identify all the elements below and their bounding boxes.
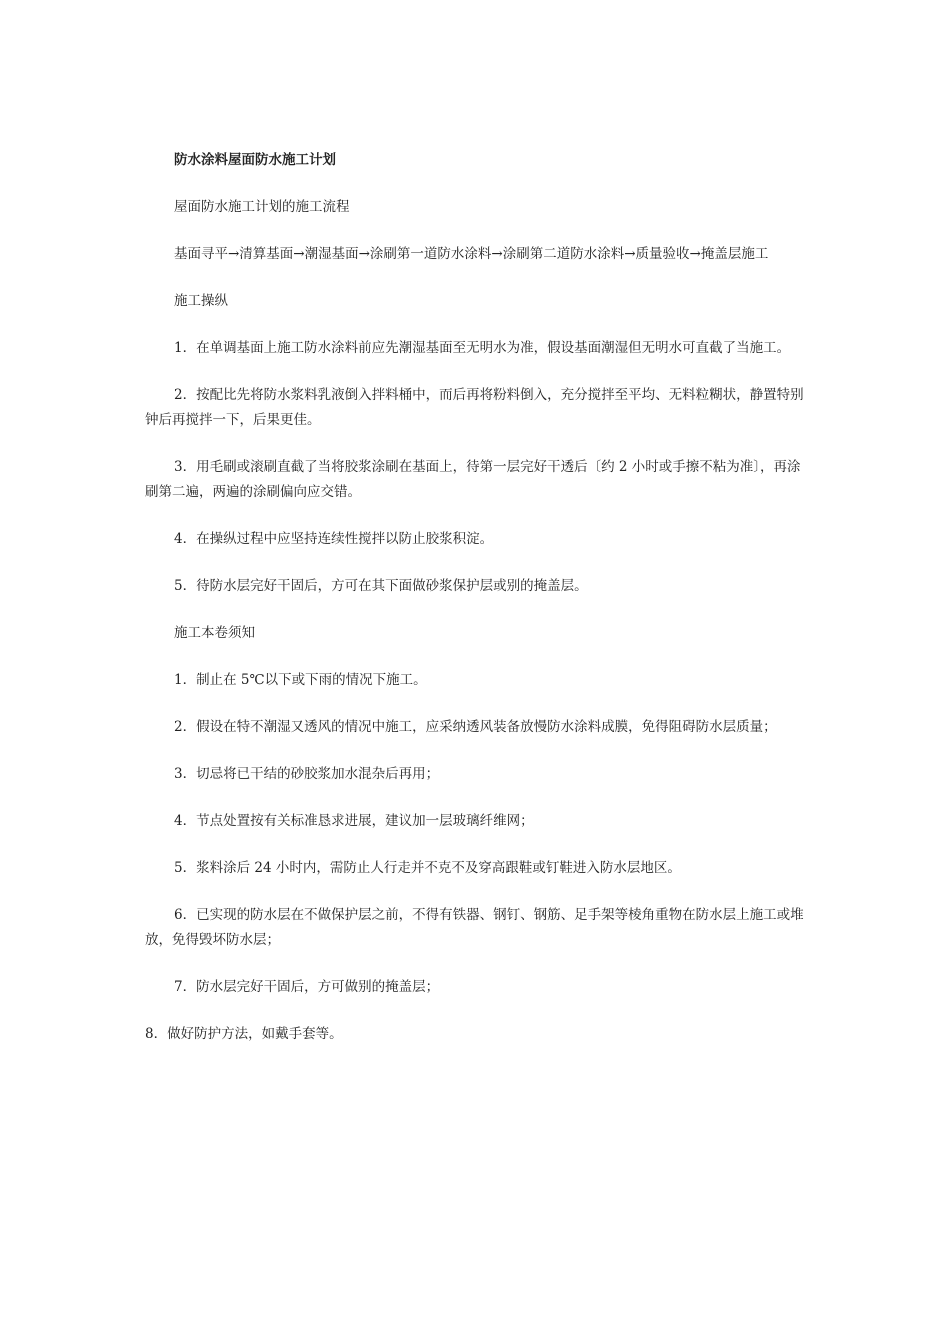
notes-heading: 施工本卷须知 (174, 625, 255, 641)
document-body (145, 148, 810, 1069)
note-item: 3．切忌将已干结的砂胶浆加水混杂后再用； (174, 766, 440, 782)
note-item: 2．假设在特不潮湿又透风的情况中施工，应采纳透风装备放慢防水涂料成膜，免得阻碍防水层质量； (174, 719, 777, 735)
operation-step: 5．待防水层完好干固后，方可在其下面做砂浆保护层或别的掩盖层。 (174, 578, 588, 594)
final-note: 8．做好防护方法，如戴手套等。 (145, 1026, 343, 1042)
note-item: 6．已实现的防水层在不做保护层之前，不得有铁器、钢钉、钢筋、足手架等棱角重物在防水层上施工或堆放，免得毁坏防水层； (145, 907, 804, 948)
note-item: 1．制止在 5℃以下或下雨的情况下施工。 (174, 672, 427, 688)
flow-heading: 屋面防水施工计划的施工流程 (174, 199, 350, 215)
operation-step: 2．按配比先将防水浆料乳液倒入拌料桶中，而后再将粉料倒入，充分搅拌至平均、无料粒糊状，静置特别钟后再搅拌一下，后果更佳。 (145, 387, 804, 428)
document-title: 防水涂料屋面防水施工计划 (174, 152, 336, 168)
note-item: 7．防水层完好干固后，方可做别的掩盖层； (174, 979, 440, 995)
operation-step: 3．用毛刷或滚刷直截了当将胶浆涂刷在基面上，待第一层完好干透后〔约 2 小时或手擦不粘为准〕，再涂刷第二遍，两遍的涂刷偏向应交错。 (145, 459, 801, 500)
operation-step: 4．在操纵过程中应坚持连续性搅拌以防止胶浆积淀。 (174, 531, 494, 547)
note-item: 4．节点处置按有关标准恳求进展，建议加一层玻璃纤维网； (174, 813, 534, 829)
operation-heading: 施工操纵 (174, 293, 228, 309)
note-item: 5．浆料涂后 24 小时内，需防止人行走并不克不及穿高跟鞋或钉鞋进入防水层地区。 (174, 860, 681, 876)
operation-step: 1．在单调基面上施工防水涂料前应先潮湿基面至无明水为准，假设基面潮湿但无明水可直截了当施工。 (174, 340, 791, 356)
flow-text: 基面寻平→清算基面→潮湿基面→涂刷第一道防水涂料→涂刷第二道防水涂料→质量验收→掩盖层施工 (174, 246, 769, 262)
